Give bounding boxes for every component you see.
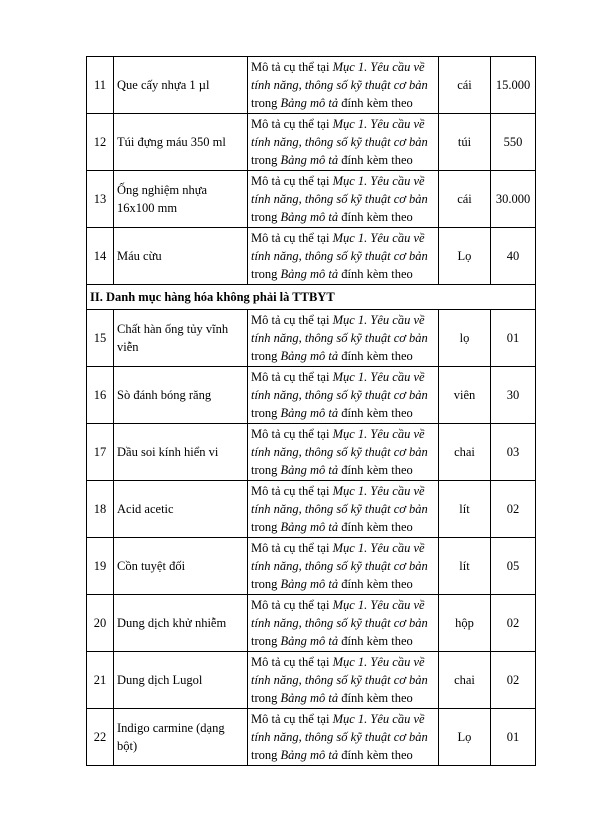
row-description <box>248 57 439 114</box>
row-stt: 13 <box>87 171 114 228</box>
desc-prefix: Mô tả cụ thể tại <box>251 370 333 384</box>
desc-bang: Bảng mô tả <box>280 267 339 281</box>
desc-suffix: đính kèm theo <box>338 210 413 224</box>
row-unit: lọ <box>439 310 491 367</box>
row-quantity: 15.000 <box>491 57 536 114</box>
desc-bang: Bảng mô tả <box>280 748 339 762</box>
desc-suffix: đính kèm theo <box>338 153 413 167</box>
desc-muc: Mục 1. Yêu cầu về tính năng, thông số kỹ thuật cơ bản <box>251 655 428 687</box>
row-unit: chai <box>439 652 491 709</box>
row-item-name: Máu cừu <box>114 228 248 285</box>
desc-prefix: Mô tả cụ thể tại <box>251 655 333 669</box>
desc-suffix: đính kèm theo <box>338 463 413 477</box>
table-row <box>87 367 536 424</box>
row-unit: Lọ <box>439 228 491 285</box>
table-body-before <box>87 57 536 285</box>
desc-mid: trong <box>251 210 281 224</box>
desc-prefix: Mô tả cụ thể tại <box>251 484 333 498</box>
row-quantity: 550 <box>491 114 536 171</box>
desc-bang: Bảng mô tả <box>280 210 339 224</box>
section-ii-title: II. Danh mục hàng hóa không phải là TTBYT <box>87 285 536 310</box>
row-unit: cái <box>439 57 491 114</box>
table-row <box>87 538 536 595</box>
row-quantity: 40 <box>491 228 536 285</box>
row-stt: 15 <box>87 310 114 367</box>
desc-muc: Mục 1. Yêu cầu về tính năng, thông số kỹ thuật cơ bản <box>251 117 428 149</box>
table-row <box>87 709 536 766</box>
row-item-name: Dầu soi kính hiển vi <box>114 424 248 481</box>
row-stt: 22 <box>87 709 114 766</box>
row-unit: cái <box>439 171 491 228</box>
table-body-after <box>87 310 536 766</box>
row-unit: lít <box>439 481 491 538</box>
desc-mid: trong <box>251 153 281 167</box>
desc-bang: Bảng mô tả <box>280 463 339 477</box>
desc-muc: Mục 1. Yêu cầu về tính năng, thông số kỹ thuật cơ bản <box>251 231 428 263</box>
desc-suffix: đính kèm theo <box>338 634 413 648</box>
table-row <box>87 595 536 652</box>
row-item-name: Que cấy nhựa 1 µl <box>114 57 248 114</box>
row-unit: túi <box>439 114 491 171</box>
row-description <box>248 367 439 424</box>
desc-suffix: đính kèm theo <box>338 691 413 705</box>
row-description <box>248 538 439 595</box>
row-quantity: 01 <box>491 709 536 766</box>
desc-muc: Mục 1. Yêu cầu về tính năng, thông số kỹ thuật cơ bản <box>251 313 428 345</box>
desc-suffix: đính kèm theo <box>338 577 413 591</box>
desc-prefix: Mô tả cụ thể tại <box>251 541 333 555</box>
row-quantity: 30.000 <box>491 171 536 228</box>
row-item-name: Túi đựng máu 350 ml <box>114 114 248 171</box>
desc-muc: Mục 1. Yêu cầu về tính năng, thông số kỹ thuật cơ bản <box>251 60 428 92</box>
desc-prefix: Mô tả cụ thể tại <box>251 174 333 188</box>
desc-bang: Bảng mô tả <box>280 520 339 534</box>
row-stt: 17 <box>87 424 114 481</box>
desc-bang: Bảng mô tả <box>280 634 339 648</box>
row-quantity: 02 <box>491 652 536 709</box>
desc-prefix: Mô tả cụ thể tại <box>251 712 333 726</box>
row-stt: 21 <box>87 652 114 709</box>
row-item-name: Chất hàn ống tủy vĩnh viễn <box>114 310 248 367</box>
row-stt: 16 <box>87 367 114 424</box>
desc-mid: trong <box>251 267 281 281</box>
table-row <box>87 114 536 171</box>
desc-bang: Bảng mô tả <box>280 153 339 167</box>
row-description <box>248 709 439 766</box>
row-item-name: Ống nghiệm nhựa 16x100 mm <box>114 171 248 228</box>
desc-muc: Mục 1. Yêu cầu về tính năng, thông số kỹ thuật cơ bản <box>251 427 428 459</box>
row-unit: viên <box>439 367 491 424</box>
desc-muc: Mục 1. Yêu cầu về tính năng, thông số kỹ thuật cơ bản <box>251 712 428 744</box>
row-item-name: Indigo carmine (dạng bột) <box>114 709 248 766</box>
desc-bang: Bảng mô tả <box>280 96 339 110</box>
table-row <box>87 424 536 481</box>
desc-muc: Mục 1. Yêu cầu về tính năng, thông số kỹ thuật cơ bản <box>251 598 428 630</box>
row-description <box>248 481 439 538</box>
row-quantity: 03 <box>491 424 536 481</box>
row-unit: Lọ <box>439 709 491 766</box>
desc-mid: trong <box>251 406 281 420</box>
row-description <box>248 171 439 228</box>
table-row <box>87 652 536 709</box>
desc-bang: Bảng mô tả <box>280 349 339 363</box>
desc-mid: trong <box>251 96 281 110</box>
desc-mid: trong <box>251 520 281 534</box>
desc-mid: trong <box>251 463 281 477</box>
table-row <box>87 481 536 538</box>
desc-bang: Bảng mô tả <box>280 691 339 705</box>
desc-mid: trong <box>251 748 281 762</box>
row-quantity: 05 <box>491 538 536 595</box>
section-row <box>87 285 536 310</box>
row-stt: 18 <box>87 481 114 538</box>
desc-muc: Mục 1. Yêu cầu về tính năng, thông số kỹ thuật cơ bản <box>251 174 428 206</box>
row-quantity: 02 <box>491 595 536 652</box>
desc-prefix: Mô tả cụ thể tại <box>251 117 333 131</box>
desc-suffix: đính kèm theo <box>338 267 413 281</box>
row-item-name: Dung dịch khử nhiễm <box>114 595 248 652</box>
table-row <box>87 171 536 228</box>
desc-prefix: Mô tả cụ thể tại <box>251 427 333 441</box>
row-item-name: Sò đánh bóng răng <box>114 367 248 424</box>
table-row <box>87 228 536 285</box>
row-stt: 11 <box>87 57 114 114</box>
row-description <box>248 310 439 367</box>
goods-table <box>86 56 536 766</box>
desc-muc: Mục 1. Yêu cầu về tính năng, thông số kỹ thuật cơ bản <box>251 370 428 402</box>
row-description <box>248 595 439 652</box>
row-item-name: Acid acetic <box>114 481 248 538</box>
desc-muc: Mục 1. Yêu cầu về tính năng, thông số kỹ thuật cơ bản <box>251 484 428 516</box>
desc-bang: Bảng mô tả <box>280 406 339 420</box>
row-description <box>248 228 439 285</box>
row-description <box>248 424 439 481</box>
table-row <box>87 57 536 114</box>
desc-prefix: Mô tả cụ thể tại <box>251 231 333 245</box>
row-unit: chai <box>439 424 491 481</box>
desc-mid: trong <box>251 577 281 591</box>
row-item-name: Cồn tuyệt đối <box>114 538 248 595</box>
desc-prefix: Mô tả cụ thể tại <box>251 313 333 327</box>
row-unit: hộp <box>439 595 491 652</box>
row-stt: 19 <box>87 538 114 595</box>
desc-suffix: đính kèm theo <box>338 349 413 363</box>
desc-prefix: Mô tả cụ thể tại <box>251 598 333 612</box>
row-unit: lít <box>439 538 491 595</box>
desc-suffix: đính kèm theo <box>338 748 413 762</box>
desc-suffix: đính kèm theo <box>338 520 413 534</box>
row-quantity: 30 <box>491 367 536 424</box>
desc-mid: trong <box>251 691 281 705</box>
desc-suffix: đính kèm theo <box>338 96 413 110</box>
desc-muc: Mục 1. Yêu cầu về tính năng, thông số kỹ thuật cơ bản <box>251 541 428 573</box>
row-stt: 12 <box>87 114 114 171</box>
desc-mid: trong <box>251 634 281 648</box>
table-row <box>87 310 536 367</box>
desc-prefix: Mô tả cụ thể tại <box>251 60 333 74</box>
desc-suffix: đính kèm theo <box>338 406 413 420</box>
section-ii <box>87 285 536 310</box>
desc-bang: Bảng mô tả <box>280 577 339 591</box>
row-quantity: 01 <box>491 310 536 367</box>
row-stt: 20 <box>87 595 114 652</box>
row-item-name: Dung dịch Lugol <box>114 652 248 709</box>
row-stt: 14 <box>87 228 114 285</box>
row-quantity: 02 <box>491 481 536 538</box>
row-description <box>248 114 439 171</box>
desc-mid: trong <box>251 349 281 363</box>
row-description <box>248 652 439 709</box>
